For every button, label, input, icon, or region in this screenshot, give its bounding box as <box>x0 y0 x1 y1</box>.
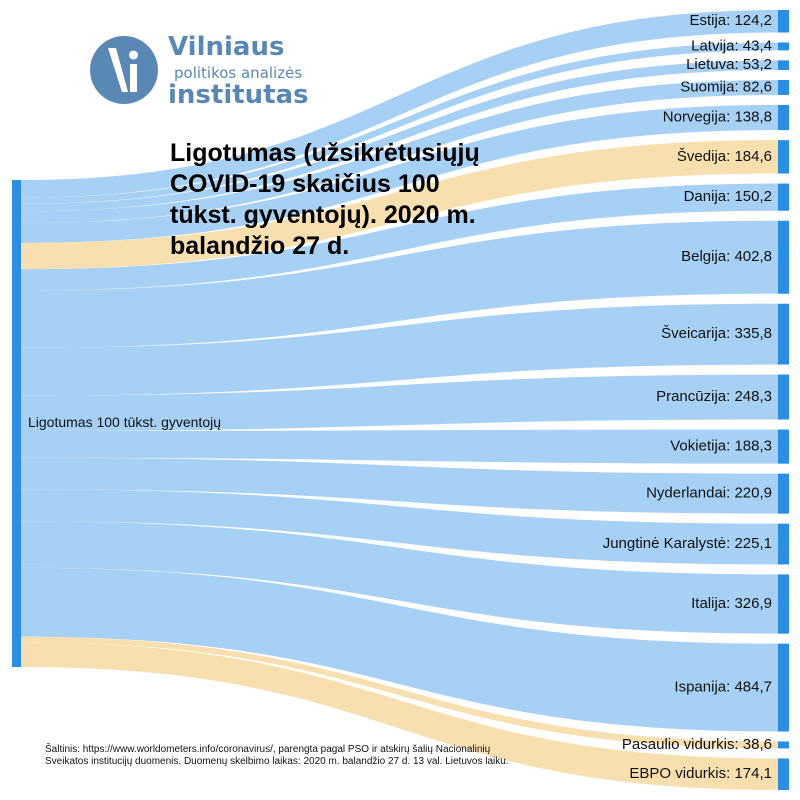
target-label-prancuzija: Prancūzija: 248,3 <box>656 388 772 406</box>
chart-title: Ligotumas (užsikrėtusiųjų COVID-19 skaičius 100 tūkst. gyventojų). 2020 m. balandžio 27 d. <box>170 139 480 260</box>
source-label: Ligotumas 100 tūkst. gyventojų <box>28 414 222 431</box>
target-node-nyderlandai <box>778 474 789 514</box>
logo-mark-icon <box>88 34 160 106</box>
target-label-norvegija: Norvegija: 138,8 <box>662 108 772 126</box>
logo <box>88 32 318 112</box>
target-label-pasaulio-vidurkis: Pasaulio vidurkis: 38,6 <box>621 735 772 753</box>
target-node-norvegija <box>778 105 789 130</box>
footnote-line-2: Sveikatos institucijų duomenis. Duomenų skelbimo laikas: 2020 m. balandžio 27 d. 13 val. Lietuvos laiku. <box>45 756 509 767</box>
target-node-prancuzija <box>778 375 789 420</box>
logo-text-vilniaus: Vilniaus <box>168 32 285 62</box>
target-node-pasaulio-vidurkis <box>778 741 789 748</box>
target-label-lietuva: Lietuva: 53,2 <box>686 56 772 74</box>
target-node-jungtine-karalyste <box>778 524 789 565</box>
target-label-suomija: Suomija: 82,6 <box>680 78 772 96</box>
target-node-estija <box>778 10 789 32</box>
target-label-belgija: Belgija: 402,8 <box>681 248 772 266</box>
target-label-vokietija: Vokietija: 188,3 <box>670 437 772 455</box>
target-label-jungtine-karalyste: Jungtinė Karalystė: 225,1 <box>602 535 772 553</box>
target-label-italija: Italija: 326,9 <box>691 595 772 613</box>
target-node-sveicarija <box>778 304 789 365</box>
target-label-latvija: Latvija: 43,4 <box>691 37 772 55</box>
source-node <box>12 180 21 667</box>
source-footnote <box>45 744 565 768</box>
target-node-belgija <box>778 221 789 294</box>
target-node-ebpo-vidurkis <box>778 758 789 790</box>
logo-text-institutas: institutas <box>168 80 309 110</box>
target-node-latvija <box>778 42 789 50</box>
target-label-ebpo-vidurkis: EBPO vidurkis: 174,1 <box>629 765 772 783</box>
target-label-sveicarija: Šveicarija: 335,8 <box>661 325 772 343</box>
target-node-danija <box>778 184 789 211</box>
target-node-suomija <box>778 80 789 95</box>
target-node-vokietija <box>778 430 789 464</box>
target-label-nyderlandai: Nyderlandai: 220,9 <box>646 484 772 502</box>
target-node-lietuva <box>778 60 789 70</box>
target-label-danija: Danija: 150,2 <box>683 188 772 206</box>
target-node-ispanija <box>778 644 789 732</box>
target-node-italija <box>778 574 789 633</box>
target-node-svedija <box>778 140 789 173</box>
logo-text-politikos: politikos analizės <box>174 64 303 82</box>
footnote-line-1: Šaltinis: https://www.worldometers.info/coronavirus/, parengta pagal PSO ir atskirų šalių Nacionalinių <box>45 744 491 755</box>
target-label-ispanija: Ispanija: 484,7 <box>674 678 772 696</box>
target-label-estija: Estija: 124,2 <box>689 12 772 30</box>
target-label-svedija: Švedija: 184,6 <box>676 147 772 165</box>
